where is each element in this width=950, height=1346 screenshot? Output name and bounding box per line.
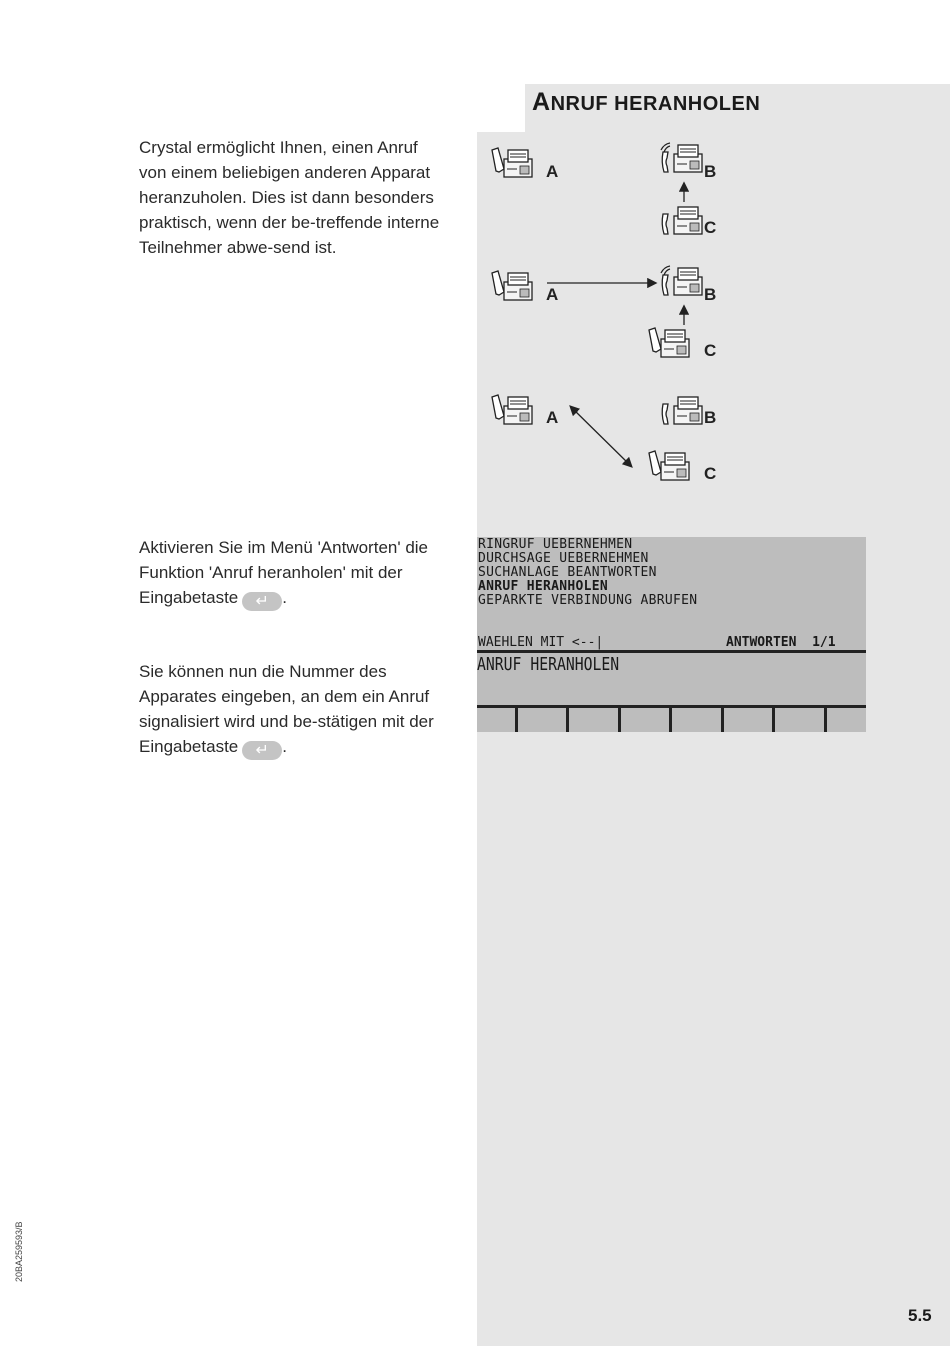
phone-c-offhook-icon: [649, 451, 689, 480]
softkey-divider: [824, 708, 827, 732]
phone-a-offhook-icon: [492, 271, 532, 300]
softkey-divider: [566, 708, 569, 732]
step2-paragraph: Sie können nun die Nummer des Apparates eingeben, an dem ein Anruf signalisiert wird und be-stätigen mit der Eingabetaste ↵ .: [139, 662, 434, 759]
menu-item-ringruf[interactable]: RINGRUF UEBERNEHMEN: [478, 537, 633, 552]
status-hint: WAEHLEN MIT <--|: [478, 635, 604, 650]
label-c: C: [704, 218, 717, 237]
label-b: B: [704, 408, 717, 427]
menu-item-geparkte-verbindung[interactable]: GEPARKTE VERBINDUNG ABRUFEN: [478, 593, 698, 608]
document-number: 20BA259593/B: [14, 1221, 24, 1282]
softkey-divider: [515, 708, 518, 732]
display-divider: [477, 650, 866, 653]
page-title: ANRUF HERANHOLEN: [532, 88, 761, 116]
page-number: 5.5: [908, 1306, 932, 1325]
step1-text: Aktivieren Sie im Menü 'Antworten' die Funktion 'Anruf heranholen' mit der Eingabetaste: [139, 538, 429, 607]
label-a: A: [546, 285, 559, 304]
menu-page-indicator: ANTWORTEN 1/1: [726, 635, 836, 650]
phone-c-offhook-icon: [649, 328, 689, 357]
phone-c-icon: [662, 207, 702, 234]
phone-a-offhook-icon: [492, 148, 532, 177]
softkey-divider: [618, 708, 621, 732]
input-line: ANRUF HERANHOLEN: [477, 654, 620, 675]
menu-item-anruf-heranholen-selected[interactable]: ANRUF HERANHOLEN: [478, 579, 609, 594]
label-c: C: [704, 341, 717, 360]
softkey-divider: [721, 708, 724, 732]
enter-key-icon: ↵: [242, 741, 282, 760]
phone-b-ringing-icon: [661, 143, 702, 172]
label-b: B: [704, 162, 717, 181]
call-pickup-diagram: [477, 132, 950, 512]
menu-item-durchsage[interactable]: DURCHSAGE UEBERNEHMEN: [478, 551, 649, 566]
intro-text: Crystal ermöglicht Ihnen, einen Anruf von einem beliebigen anderen Apparat heranzuholen. Dies ist dann besonders praktisch, wenn der be-treffende interne Teilnehmer abwe-send ist.: [139, 138, 440, 257]
softkey-divider: [669, 708, 672, 732]
step2-text: Sie können nun die Nummer des Apparates eingeben, an dem ein Anruf signalisiert wird und be-stätigen mit der Eingabetaste: [139, 662, 434, 756]
phone-a-offhook-icon: [492, 395, 532, 424]
label-c: C: [704, 464, 717, 483]
step1-paragraph: Aktivieren Sie im Menü 'Antworten' die Funktion 'Anruf heranholen' mit der Eingabetaste ↵ .: [139, 538, 429, 610]
menu-item-suchanlage[interactable]: SUCHANLAGE BEANTWORTEN: [478, 565, 657, 580]
phone-b-icon: [662, 397, 702, 424]
phone-display: [477, 537, 866, 732]
softkey-divider: [772, 708, 775, 732]
label-b: B: [704, 285, 717, 304]
arrow-a-c-connection: [571, 407, 631, 466]
enter-key-icon: ↵: [242, 592, 282, 611]
label-a: A: [546, 162, 559, 181]
label-a: A: [546, 408, 559, 427]
phone-b-ringing-icon: [661, 266, 702, 295]
